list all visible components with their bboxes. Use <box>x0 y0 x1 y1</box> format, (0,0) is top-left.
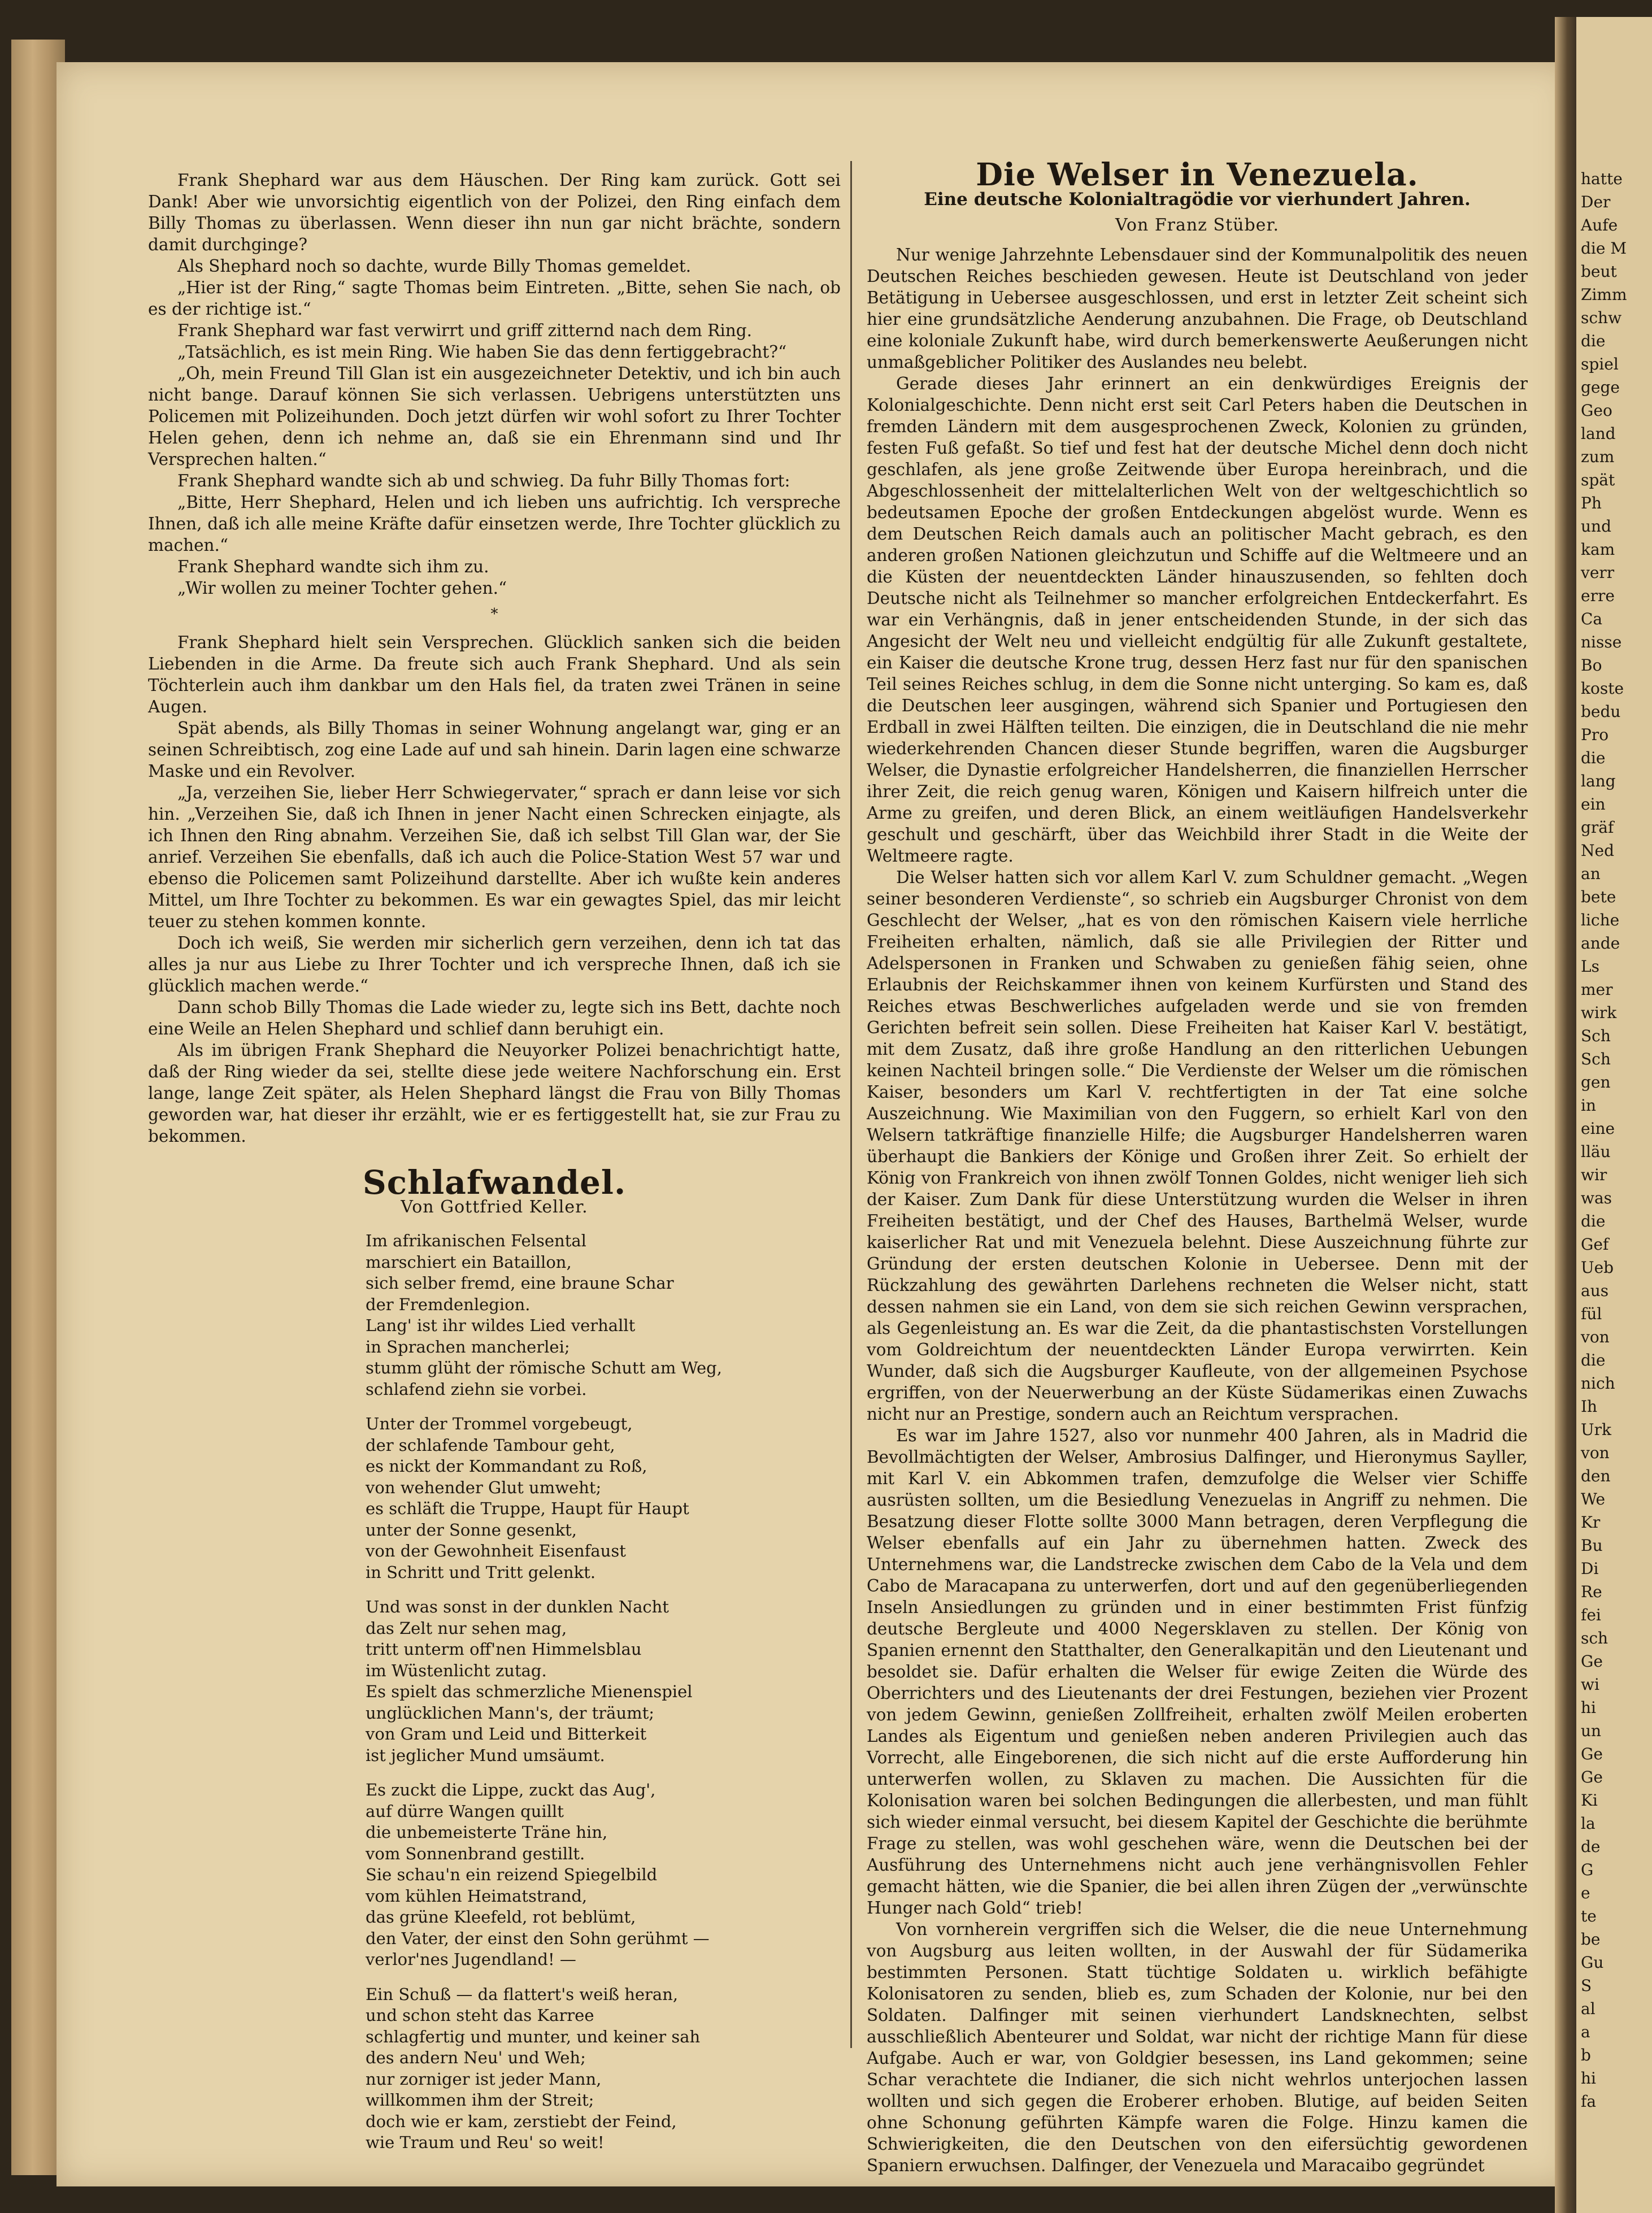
poem-line: vom Sonnenbrand gestillt. <box>366 1844 585 1863</box>
next-page-fragment: schw <box>1581 308 1622 327</box>
next-page-fragment: lläu <box>1581 1142 1611 1161</box>
next-page-fragment: beut <box>1581 262 1617 281</box>
next-page-fragment: hatte <box>1581 169 1623 188</box>
next-page-fragment: von <box>1581 1444 1610 1462</box>
poem-line: und schon steht das Karree <box>366 2006 594 2025</box>
next-page-fragment: Ge <box>1581 1652 1603 1671</box>
article-subtitle: Eine deutsche Kolonialtragödie vor vierhundert Jahren. <box>924 189 1471 210</box>
next-page-fragment: Aufe <box>1581 216 1618 234</box>
next-page-fragment: de <box>1581 1837 1601 1856</box>
next-page-fragment: erre <box>1581 586 1615 605</box>
next-page-fragment: an <box>1581 864 1601 883</box>
next-page-fragment: die <box>1581 1212 1606 1231</box>
next-page-fragment: die <box>1581 749 1606 767</box>
next-page-fragment: spiel <box>1581 355 1619 373</box>
paragraph: Von vornherein vergriffen sich die Welser, die die neue Unternehmung von Augsburg aus leiten wollten, in der Auswahl der für Südamerika bestimmten Personen. Statt tüchtige Soldaten u. wirklich befähigte Kolonisatoren zu senden, blieb es, zum Schaden der Kolonie, nur bei den Soldaten. Dalfinger mit seinen vierhundert Landsknechten, selbst ausschließlich Abenteurer und Soldat, war nicht der richtige Mann für diese Aufgabe. Auch er war, von Goldgier besessen, ins Land gekommen; seine Schar verachtete die Indianer, die sich nicht wehrlos unterjochen lassen wollten und sich gegen die Eroberer erhoben. Blutige, auf beiden Seiten ohne Schonung geführten Kämpfe waren die Folge. Hinzu kamen die Schwierigkeiten, die den Deutschen von den eifersüchtig gewordenen Spaniern erwuchsen. Dalfinger, der Venezuela und Maracaibo gegründet <box>867 1920 1528 2175</box>
next-page-fragment: Ge <box>1581 1745 1603 1763</box>
poem-line: willkommen ihm der Streit; <box>366 2090 594 2110</box>
poem-line: nur zorniger ist jeder Mann, <box>366 2069 602 2089</box>
poem-stanza <box>366 1984 841 2154</box>
next-page-fragment: den <box>1581 1467 1611 1485</box>
next-page-fragment: land <box>1581 424 1616 443</box>
paragraph: „Tatsächlich, es ist mein Ring. Wie haben Sie das denn fertiggebracht?“ <box>177 342 787 362</box>
next-page-fragment: Kr <box>1581 1513 1601 1532</box>
next-page-fragment: Ueb <box>1581 1258 1614 1277</box>
poem-line: von wehender Glut umweht; <box>366 1477 602 1497</box>
next-page-fragment: zum <box>1581 447 1615 466</box>
poem-line: in Schritt und Tritt gelenkt. <box>366 1562 596 1582</box>
next-page-fragment: wi <box>1581 1675 1599 1694</box>
next-page-fragment: nisse <box>1581 633 1622 651</box>
next-page-fragment: Pro <box>1581 725 1609 744</box>
poem-line: Sie schau'n ein reizend Spiegelbild <box>366 1865 658 1884</box>
next-page-fragment: fül <box>1581 1305 1602 1323</box>
poem-line: wie Traum und Reu' so weit! <box>366 2133 605 2152</box>
next-page-fragment: fa <box>1581 2092 1597 2111</box>
next-page-fragment: G <box>1581 1860 1594 1879</box>
next-page-fragment: verr <box>1581 563 1615 582</box>
next-page-fragment: Ih <box>1581 1397 1598 1416</box>
next-page-fragment: gräf <box>1581 818 1614 837</box>
paragraph: Spät abends, als Billy Thomas in seiner Wohnung angelangt war, ging er an seinen Schreibtisch, zog eine Lade auf und sah hinein. Darin lagen eine schwarze Maske und ein Revolver. <box>148 719 841 781</box>
next-page-fragment: gege <box>1581 378 1620 397</box>
poem-line: schlafend ziehn sie vorbei. <box>366 1379 587 1399</box>
poem-line: von Gram und Leid und Bitterkeit <box>366 1724 647 1744</box>
poem-line: schlagfertig und munter, und keiner sah <box>366 2027 701 2046</box>
next-page-fragment: Ph <box>1581 494 1602 512</box>
next-page-fragment: die M <box>1581 239 1627 258</box>
next-page-fragment: Ls <box>1581 957 1599 976</box>
next-page-fragment: Zimm <box>1581 285 1627 304</box>
next-page-fragment: e <box>1581 1884 1590 1902</box>
poem-line: es nickt der Kommandant zu Roß, <box>366 1457 647 1476</box>
next-page-fragment: eine <box>1581 1119 1615 1138</box>
poem-line: marschiert ein Bataillon, <box>366 1252 572 1272</box>
poem-line: die unbemeisterte Träne hin, <box>366 1823 608 1842</box>
next-page-fragment: mer <box>1581 980 1613 999</box>
next-page-fragment: aus <box>1581 1281 1609 1300</box>
next-page-fragment: Ca <box>1581 610 1603 628</box>
paragraph: Frank Shephard war aus dem Häuschen. Der Ring kam zurück. Gott sei Dank! Aber wie unvorsichtig eigentlich von der Polizei, den Ring einfach dem Billy Thomas zu überlassen. Wenn dieser ihn nun gar nicht brächte, sondern damit durchginge? <box>148 171 841 254</box>
next-page-fragment: b <box>1581 2046 1591 2064</box>
poem-line: vom kühlen Heimatstrand, <box>366 1886 588 1906</box>
poem-line: ist jeglicher Mund umsäumt. <box>366 1745 605 1765</box>
next-page-fragment: Gu <box>1581 1953 1604 1972</box>
next-page-fragment: Urk <box>1581 1420 1611 1439</box>
paragraph: Als Shephard noch so dachte, wurde Billy Thomas gemeldet. <box>177 256 692 276</box>
poem-line: sich selber fremd, eine braune Schar <box>366 1273 674 1293</box>
next-page-fragment: und <box>1581 517 1611 536</box>
next-page-fragment: lang <box>1581 772 1616 790</box>
poem-line: Unter der Trommel vorgebeugt, <box>366 1414 633 1433</box>
poem-line: stumm glüht der römische Schutt am Weg, <box>366 1358 722 1377</box>
article-body <box>867 244 1528 2176</box>
next-page-fragment: un <box>1581 1721 1602 1740</box>
paragraph: Dann schob Billy Thomas die Lade wieder zu, legte sich ins Bett, dachte noch eine Weile an Helen Shephard und schlief dann beruhigt ein. <box>148 998 841 1038</box>
paragraph: „Oh, mein Freund Till Glan ist ein ausgezeichneter Detektiv, und ich bin auch nicht bange. Darauf können Sie sich verlassen. Uebrigens unterstützten uns Policemen mit Polizeihunden. Doch jetzt dürfen wir wohl sofort zu Ihrer Tochter Helen gehen, denn ich nehme an, daß sie ein Ehrenmann sind und Ihr Versprechen halten.“ <box>148 364 841 469</box>
poem-stanza <box>366 1780 841 1971</box>
poem-line: unglücklichen Mann's, der träumt; <box>366 1703 655 1723</box>
paragraph: Doch ich weiß, Sie werden mir sicherlich gern verzeihen, denn ich tat das alles ja nur aus Liebe zu Ihrer Tochter und ich verspreche Ihnen, daß ich sie glücklich machen werde.“ <box>148 933 841 995</box>
poem-line: das Zelt nur sehen mag, <box>366 1618 567 1638</box>
poem-author: Von Gottfried Keller. <box>401 1197 588 1217</box>
next-page-edge <box>1576 17 1652 2213</box>
poem-stanza <box>366 1231 841 1400</box>
next-page-fragment: koste <box>1581 679 1624 698</box>
poem-line: des andern Neu' und Weh; <box>366 2048 586 2067</box>
next-page-fragment: von <box>1581 1328 1610 1346</box>
paragraph: Frank Shephard war fast verwirrt und griff zitternd nach dem Ring. <box>177 321 753 340</box>
poem-line: tritt unterm off'nen Himmelsblau <box>366 1640 642 1659</box>
poem-line: von der Gewohnheit Eisenfaust <box>366 1541 626 1560</box>
next-page-fragment: Ki <box>1581 1791 1598 1810</box>
article-title: Die Welser in Venezuela. <box>976 156 1419 193</box>
paragraph: Nur wenige Jahrzehnte Lebensdauer sind der Kommunalpolitik des neuen Deutschen Reiches beschieden gewesen. Heute ist Deutschland von jeder Betätigung in Uebersee ausgeschlossen, und erst in letzter Zeit scheint sich hier eine grundsätzliche Aenderung anzubahnen. Die Frage, ob Deutschland eine koloniale Zukunft habe, wird durch bemerkenswerte Aeußerungen nicht unmaßgeblicher Politiker des Auslandes neu belebt. <box>867 245 1528 372</box>
right-column <box>867 156 1528 2176</box>
next-page-fragment: Gef <box>1581 1235 1609 1254</box>
next-page-fragment: liche <box>1581 911 1620 929</box>
poem-line: doch wie er kam, zerstiebt der Feind, <box>366 2111 677 2131</box>
article-author: Von Franz Stüber. <box>1115 215 1279 235</box>
next-page-fragment: Ge <box>1581 1768 1603 1786</box>
next-page-fragment: fei <box>1581 1606 1601 1624</box>
paragraph: Frank Shephard wandte sich ab und schwieg. Da fuhr Billy Thomas fort: <box>177 471 790 490</box>
poem-line: im Wüstenlicht zutag. <box>366 1660 547 1680</box>
poem-stanza <box>366 1597 841 1766</box>
poem-title: Schlafwandel. <box>362 1163 627 1202</box>
next-page-fragment: die <box>1581 332 1606 350</box>
next-page-fragment: Geo <box>1581 401 1612 420</box>
paragraph: Gerade dieses Jahr erinnert an ein denkwürdiges Ereignis der Kolonialgeschichte. Denn nicht erst seit Carl Peters haben die Deutschen in fremden Ländern mit dem ausgesprochenen Zweck, Kolonien zu gründen, festen Fuß gefaßt. So tief und fest hat der deutsche Michel denn doch nicht geschlafen, als jene große Zeitwende über Europa hereinbrach, und die Abgeschlossenheit der mittelalterlichen Welt von der weltgeschichtlich so bedeutsamen Epoche der großen Entdeckungen abgelöst wurde. Wenn es dem Deutschen Reich damals auch an politischer Macht gebrach, es den anderen großen Nationen gleichzutun und Schiffe auf die Weltmeere und an die Küsten der neuentdeckten Länder hinauszusenden, so fehlten doch Deutsche nicht als Teilnehmer so mancher erfolgreichen Entdeckerfahrt. Es war ein Verhängnis, daß in jener entscheidenden Stunde, in der sich das Angesicht der Welt neu und vielleicht endgültig für alle Zukunft gestaltete, ein Kaiser die deutsche Krone trug, dessen Herz fast nur für den spanischen Teil seines Reiches schlug, in dem die Sonne nicht unterging. So kam es, daß die Deutschen leer ausgingen, während sich Spanier und Portugiesen den Erdball in zwei Hälften teilten. Die einzigen, die in Deutschland die nie mehr wiederkehrenden Chancen dieser Stunde begriffen, waren die Augsburger Welser, die Dynastie erfolgreicher Handelsherren, die finanziellen Herrscher ihrer Zeit, die reich genug waren, Königen und Kaisern hilfreich unter die Arme zu greifen, und deren Blick, an einem weitläufigen Handelsverkehr geschult und geschärft, über das Weichbild ihrer Stadt in die Weite der Weltmeere ragte. <box>867 374 1528 866</box>
poem-line: der schlafende Tambour geht, <box>366 1435 615 1455</box>
next-page-fragment: Bo <box>1581 656 1602 675</box>
next-page-fragment: hi <box>1581 1698 1596 1717</box>
next-page-fragment: la <box>1581 1814 1596 1833</box>
poem-line: in Sprachen mancherlei; <box>366 1337 570 1357</box>
next-page-fragment: in <box>1581 1096 1596 1115</box>
paragraph: Es war im Jahre 1527, also vor nunmehr 400 Jahren, als in Madrid die Bevollmächtigten der Welser, Ambrosius Dalfinger, und Hieronymus Sayller, mit Karl V. ein Abkommen trafen, demzufolge die Welser vier Schiffe ausrüsten sollten, um die Besiedlung Venezuelas in Angriff zu nehmen. Die Besatzung dieser Flotte sollte 3000 Mann betragen, deren Verpflegung die Welser ebenfalls auf ein Jahr zu übernehmen hatten. Zweck des Unternehmens war, die Landstrecke zwischen dem Cabo de la Vela und dem Cabo de Maracapana zu unterwerfen, dort und auf den gegenüberliegenden Inseln Ansiedlungen zu gründen und in einer bestimmten Frist fünfzig deutsche Bergleute und 4000 Negersklaven zu stellen. Der König von Spanien ernennt den Statthalter, den Generalkapitän und den Lieutenant und besoldet sie. Dafür erhalten die Welser für ewige Zeiten die Würde des Oberrichters und des Lieutenants der drei Festungen, beziehen vier Prozent von jedem Gewinn, genießen Zollfreiheit, erhalten zwölf Meilen eroberten Landes als Eigentum und genießen neben anderen Privilegien auch das Vorrecht, alle Eingeborenen, die sich nicht auf die erste Aufforderung hin unterwerfen wollen, zu Sklaven zu machen. Die Aussichten für die Kolonisation waren bei solchen Bedingungen die allerbesten, und man fühlt sich wieder einmal versucht, bei diesem Kapitel der Geschichte die berühmte Frage zu stellen, was wohl geschehen wäre, wenn die Deutschen bei der Ausführung des Unternehmens nicht auch jene verhängnisvollen Fehler gemacht hätten, wie die Spanier, die bei allen ihren Zügen der „verwünschte Hunger nach Gold“ trieb! <box>867 1426 1528 1918</box>
next-page-fragment: Sch <box>1581 1050 1611 1068</box>
next-page-fragment: bete <box>1581 888 1616 906</box>
poem-line: den Vater, der einst den Sohn gerühmt — <box>366 1928 710 1948</box>
story-continuation <box>148 169 841 599</box>
paragraph: Als im übrigen Frank Shephard die Neuyorker Polizei benachrichtigt hatte, daß der Ring wieder da sei, stellte diese jede weitere Nachforschung ein. Erst lange, lange Zeit später, als Helen Shephard längst die Frau von Billy Thomas geworden war, hat dieser ihr erzählt, wie er es fertiggestellt hat, sie zur Frau zu bekommen. <box>148 1041 841 1146</box>
poem-line: verlor'nes Jugendland! — <box>366 1950 576 1969</box>
poem-line: das grüne Kleefeld, rot beblümt, <box>366 1907 636 1927</box>
next-page-fragment: spät <box>1581 471 1615 489</box>
next-page-fragment: was <box>1581 1189 1612 1207</box>
poem-line: unter der Sonne gesenkt, <box>366 1520 577 1540</box>
next-page-fragment: hi <box>1581 2069 1596 2088</box>
paragraph: „Hier ist der Ring,“ sagte Thomas beim Eintreten. „Bitte, sehen Sie nach, ob es der richtige ist.“ <box>148 278 841 319</box>
next-page-fragment: al <box>1581 1999 1596 2018</box>
next-page-fragment: Sch <box>1581 1027 1611 1045</box>
next-page-fragment: ande <box>1581 934 1620 953</box>
paragraph: Die Welser hatten sich vor allem Karl V. zum Schuldner gemacht. „Wegen seiner besonderen Verdienste“, so schrieb ein Augsburger Chronist von dem Geschlecht der Welser, „hat es von den römischen Kaisern viele herrliche Freiheiten erhalten, nämlich, daß sie alle Privilegien der Ritter und Adelspersonen in Franken und Schwaben zu genießen fähig seien, ohne Erlaubnis der Reichskammer ihnen von keinem Kurfürsten und Stand des Reiches etwas Beschwerliches aufgeladen werde und sie von fremden Gerichten befreit sein sollen. Diese Freiheiten hat Kaiser Karl V. bestätigt, mit dem Zusatz, daß ihre große Handlung an den ritterlichen Uebungen keinen Nachteil bringen solle.“ Die Verdienste der Welser um die römischen Kaiser, besonders um Karl V. rechtfertigten in der Tat eine solche Auszeichnung. Wie Maximilian von den Fuggern, so erhielt Karl von den Welsern tatkräftige finanzielle Hilfe; die Augsburger Handelsherren waren überhaupt die Bankiers der Könige und Großen ihrer Zeit. So erhielt der König von Frankreich von ihnen zwölf Tonnen Goldes, nicht weniger lieh sich der Kaiser. Zum Dank für diese Unterstützung wurden die Welser in ihren Freiheiten bestätigt, und der Chef des Hauses, Barthelmä Welser, wurde kaiserlicher Rat und mit Venezuela belehnt. Diese Auszeichnung führte zur Gründung der ersten deutschen Kolonie in Uebersee. Denn mit der Rückzahlung des gewährten Darlehens rechneten die Welser nicht, statt dessen nahmen sie ein Land, von dem sie sich reichen Gewinn versprachen, als Gegenleistung an. Es war die Zeit, da die phantastischsten Vorstellungen vom Goldreichtum der neuentdeckten Länder Europa verwirrten. Kein Wunder, daß sich die Augsburger Kaufleute, von der allgemeinen Psychose ergriffen, von der Neuerwerbung an der Küste Südamerikas einen Zuwachs nicht nur an Prestige, sondern auch an Reichtum versprachen. <box>867 868 1528 1424</box>
paragraph: „Bitte, Herr Shephard, Helen und ich lieben uns aufrichtig. Ich verspreche Ihnen, daß ich alle meine Kräfte dafür einsetzen werde, Ihre Tochter glücklich zu machen.“ <box>148 493 841 555</box>
next-page-fragment: die <box>1581 1351 1606 1369</box>
next-page-fragment: We <box>1581 1490 1606 1508</box>
book-gutter <box>1555 17 1577 2213</box>
next-page-fragment: wir <box>1581 1166 1607 1184</box>
story-ending <box>148 632 841 1147</box>
next-page-fragment: be <box>1581 1930 1601 1949</box>
poem-line: Es spielt das schmerzliche Mienenspiel <box>366 1682 693 1701</box>
poem-body <box>366 1231 841 2154</box>
paragraph: Frank Shephard wandte sich ihm zu. <box>177 557 489 576</box>
poem-stanza <box>366 1414 841 1583</box>
next-page-fragment: te <box>1581 1907 1597 1925</box>
next-page-fragment: Der <box>1581 193 1611 211</box>
next-page-fragment: kam <box>1581 540 1615 559</box>
next-page-fragment: Bu <box>1581 1536 1603 1555</box>
section-separator: * <box>490 606 498 623</box>
next-page-fragment: sch <box>1581 1629 1608 1647</box>
column-divider <box>850 161 852 2048</box>
next-page-fragment: wirk <box>1581 1003 1617 1022</box>
poem-line: der Fremdenlegion. <box>366 1294 531 1314</box>
next-page-fragment: S <box>1581 1976 1592 1995</box>
left-column <box>148 169 841 2167</box>
poem-line: es schläft die Truppe, Haupt für Haupt <box>366 1499 689 1518</box>
next-page-fragment: a <box>1581 2023 1590 2041</box>
paragraph: Frank Shephard hielt sein Versprechen. Glücklich sanken sich die beiden Liebenden in die Arme. Da freute sich auch Frank Shephard. Und als sein Töchterlein auch ihm dankbar um den Hals fiel, da traten zwei Tränen in seine Augen. <box>148 633 841 716</box>
next-page-fragment: bedu <box>1581 702 1621 721</box>
poem-line: Lang' ist ihr wildes Lied verhallt <box>366 1316 636 1335</box>
next-page-fragment: Ned <box>1581 841 1614 860</box>
next-page-fragment: nich <box>1581 1374 1615 1393</box>
next-page-fragment: Re <box>1581 1582 1602 1601</box>
poem-line: Im afrikanischen Felsental <box>366 1231 586 1250</box>
paragraph: „Wir wollen zu meiner Tochter gehen.“ <box>177 579 507 598</box>
poem-line: auf dürre Wangen quillt <box>366 1801 564 1821</box>
next-page-fragment: Di <box>1581 1559 1599 1578</box>
poem-line: Ein Schuß — da flattert's weiß heran, <box>366 1984 679 2004</box>
paragraph: „Ja, verzeihen Sie, lieber Herr Schwiegervater,“ sprach er dann leise vor sich hin. „Verzeihen Sie, daß ich Ihnen in jener Nacht einen Schrecken einjagte, als ich Ihnen den Ring abnahm. Verzeihen Sie, daß ich selbst Till Glan war, der Sie anrief. Verzeihen Sie ebenfalls, daß ich auch die Police-Station West 57 war und ebenso die Policemen samt Polizeihund darstellte. Aber ich wußte kein anderes Mittel, um Ihre Tochter zu bekommen. Es war ein gewagtes Spiel, das mir leicht teuer zu stehen kommen konnte. <box>148 783 841 931</box>
poem-line: Und was sonst in der dunklen Nacht <box>366 1597 669 1616</box>
next-page-fragment: ein <box>1581 795 1606 814</box>
poem-line: Es zuckt die Lippe, zuckt das Aug', <box>366 1780 656 1799</box>
next-page-fragment: gen <box>1581 1073 1611 1092</box>
